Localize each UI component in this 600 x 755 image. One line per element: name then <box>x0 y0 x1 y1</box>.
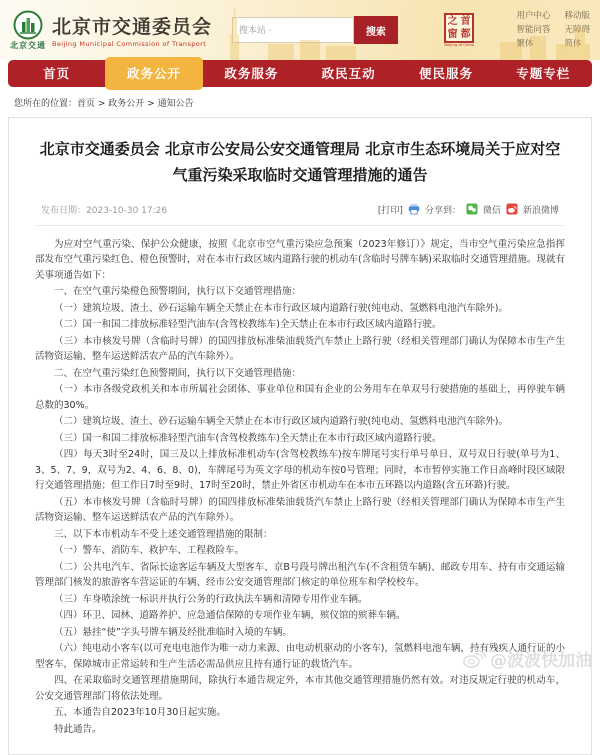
article-paragraph: （四）每天3时至24时，国三及以上排放标准机动车(含驾校教练车)按车牌尾号实行单号单日、双号双日行驶(单号为1、3、5、7、9，双号为2、4、6、8、0)，车牌尾号为英文字母的机动车按0号管理；同时，本市暂停实施工作日高峰时段区域限行交通管理措施；但工作日7时至9时、17时至20时，禁止外省区市机动车在本市五环路以内道路(含五环路)行驶。 <box>35 449 565 491</box>
nav-item[interactable]: 首页 <box>43 66 71 81</box>
breadcrumb <box>0 87 600 117</box>
page-title: 北京市交通委员会 北京市公安局公安交通管理局 北京市生态环境局关于应对空气重污染采取临时交通管理措施的通告 <box>39 140 561 185</box>
article-paragraph: （五）本市核发号牌（含临时号牌）的国四排放标准柴油载货汽车禁止上路行驶（经相关管理部门确认为保障本市生产生活物资运输、整车运送鲜活农产品的汽车除外）。 <box>35 496 565 523</box>
article-body <box>35 226 565 738</box>
header-quick-links <box>516 9 590 51</box>
article-paragraph: 三、以下本市机动车不受上述交通管理措施的限制： <box>54 528 273 540</box>
main-nav <box>8 60 592 87</box>
search-input[interactable] <box>232 17 354 43</box>
article-paragraph: 二、在空气重污染红色预警期间，执行以下交通管理措施： <box>54 367 302 379</box>
quick-link[interactable]: 无障碍 <box>564 25 590 35</box>
share-weibo[interactable]: 新浪微博 <box>522 205 559 216</box>
article-paragraph: （三）国一和国二排放标准轻型汽油车(含驾校教练车)全天禁止在本市行政区域内道路行驶。 <box>54 432 442 444</box>
article-paragraph: （二）建筑垃圾、渣土、砂石运输车辆全天禁止在本市行政区域内道路行驶(纯电动、氢燃料电池汽车除外)。 <box>54 416 508 427</box>
article-paragraph: 四、在采取临时交通管理措施期间，除执行本通告规定外，本市其他交通管理措施仍然有效。对违反规定行驶的机动车，公安交通管理部门将依法处理。 <box>35 675 565 702</box>
article-paragraph: 五、本通告自2023年10月30日起实施。 <box>54 707 226 718</box>
print-button[interactable]: [打印] <box>377 205 403 216</box>
site-header <box>0 0 600 60</box>
site-subtitle: Beijing Municipal Commission of Transport <box>52 40 207 48</box>
publish-date: 发布日期：2023-10-30 17:26 <box>41 205 168 216</box>
article-paragraph: （二）国一和国二排放标准轻型汽油车(含驾校教练车)全天禁止在本市行政区域内道路行驶。 <box>54 319 442 330</box>
nav-item[interactable]: 政民互动 <box>321 66 376 81</box>
quick-link[interactable]: 用户中心 <box>516 11 551 21</box>
nav-item[interactable]: 政务公开 <box>105 57 202 90</box>
nav-item[interactable]: 便民服务 <box>418 66 473 81</box>
quick-links-col1 <box>516 9 550 51</box>
article-panel <box>8 117 592 755</box>
breadcrumb-link[interactable]: 首页 <box>77 99 96 109</box>
article-paragraph: （三）本市核发号牌（含临时号牌）的国四排放标准柴油载货汽车禁止上路行驶（经相关管理部门确认为保障本市生产生活物资运输、整车运送鲜活农产品的汽车除外）。 <box>35 335 565 362</box>
share-label: 分享到： <box>424 205 461 216</box>
article-paragraph: （一）警车、消防车、救护车、工程救险车。 <box>54 545 245 556</box>
search-button[interactable]: 搜索 <box>354 16 398 44</box>
seal-caption: Beijing of China <box>444 42 475 47</box>
breadcrumb-link[interactable]: > 政务公开 <box>95 96 144 109</box>
site-search <box>232 16 398 44</box>
site-logo[interactable] <box>10 10 212 51</box>
article-paragraph: （五）悬挂“使”字头号牌车辆及经批准临时入境的车辆。 <box>54 626 292 638</box>
breadcrumb-prefix: 您所在的位置： <box>14 99 78 109</box>
weibo-icon[interactable] <box>506 203 518 215</box>
wechat-icon[interactable] <box>466 203 478 215</box>
breadcrumb-link[interactable]: > 通知公告 <box>144 96 193 109</box>
article-paragraph: （二）公共电汽车、省际长途客运车辆及大型客车、京B号段号牌出租汽车(不含租赁车辆)、邮政专用车、持有市交通运输管理部门核发的旅游客车营运证的车辆、经市公安交通管理部门核定的单位班车和学校校车。 <box>35 561 565 588</box>
article-paragraph: （四）环卫、园林、道路养护、应急通信保障的专项作业车辆，殡仪馆的殡葬车辆。 <box>54 610 406 621</box>
site-title: 北京市交通委员会 <box>52 16 213 38</box>
article-paragraph: （一）本市各级党政机关和本市所属社会团体、事业单位和国有企业的公务用车在单双号行驶措施的基础上，再停驶车辆总数的30%。 <box>35 384 565 411</box>
emblem-caption: 北京交通 <box>10 40 46 50</box>
article-paragraph: 为应对空气重污染、保护公众健康，按照《北京市空气重污染应急预案（2023年修订）》规定，当市空气重污染应急指挥部发布空气重污染红色、橙色预警时，对在本市行政区域内道路行驶的机动车(含临时号牌车辆)采取临时交通管理措施。现就有关事项通告如下： <box>35 238 565 281</box>
main-nav-wrap <box>0 60 600 87</box>
watermark-handle: @波波快加油 <box>490 651 592 671</box>
article-paragraph: （六）纯电动小客车(以可充电电池作为唯一动力来源、由电动机驱动的小客车)，氢燃料电池车辆，持有残疾人通行证的小型客车，保障城市正常运转和生产生活必需品供应且持有通行证的载货汽车。 <box>35 643 565 670</box>
capital-window-seal[interactable] <box>420 13 499 48</box>
nav-item[interactable]: 专题专栏 <box>516 66 571 81</box>
article-meta <box>35 203 565 226</box>
quick-link[interactable]: 繁体 <box>516 39 534 49</box>
seal-characters: 之 首 窗 都 <box>444 13 474 43</box>
quick-link[interactable]: 智能问答 <box>516 25 551 35</box>
article-paragraph: （三）车身喷涂统一标识并执行公务的行政执法车辆和清障专用作业车辆。 <box>54 593 368 605</box>
article-paragraph: 特此通告。 <box>54 723 102 735</box>
quick-link[interactable]: 简体 <box>564 39 582 49</box>
article-paragraph: （一）建筑垃圾、渣土、砂石运输车辆全天禁止在本市行政区域内道路行驶(纯电动、氢燃料电池汽车除外)。 <box>54 302 508 314</box>
share-wechat[interactable]: 微信 <box>482 205 501 216</box>
nav-item[interactable]: 政务服务 <box>224 66 279 81</box>
quick-link[interactable]: 移动版 <box>564 11 590 21</box>
printer-icon[interactable] <box>408 203 420 215</box>
article-paragraph: 一、在空气重污染橙色预警期间，执行以下交通管理措施： <box>54 286 302 297</box>
transport-emblem-icon <box>13 10 43 40</box>
quick-links-col2 <box>564 9 590 51</box>
